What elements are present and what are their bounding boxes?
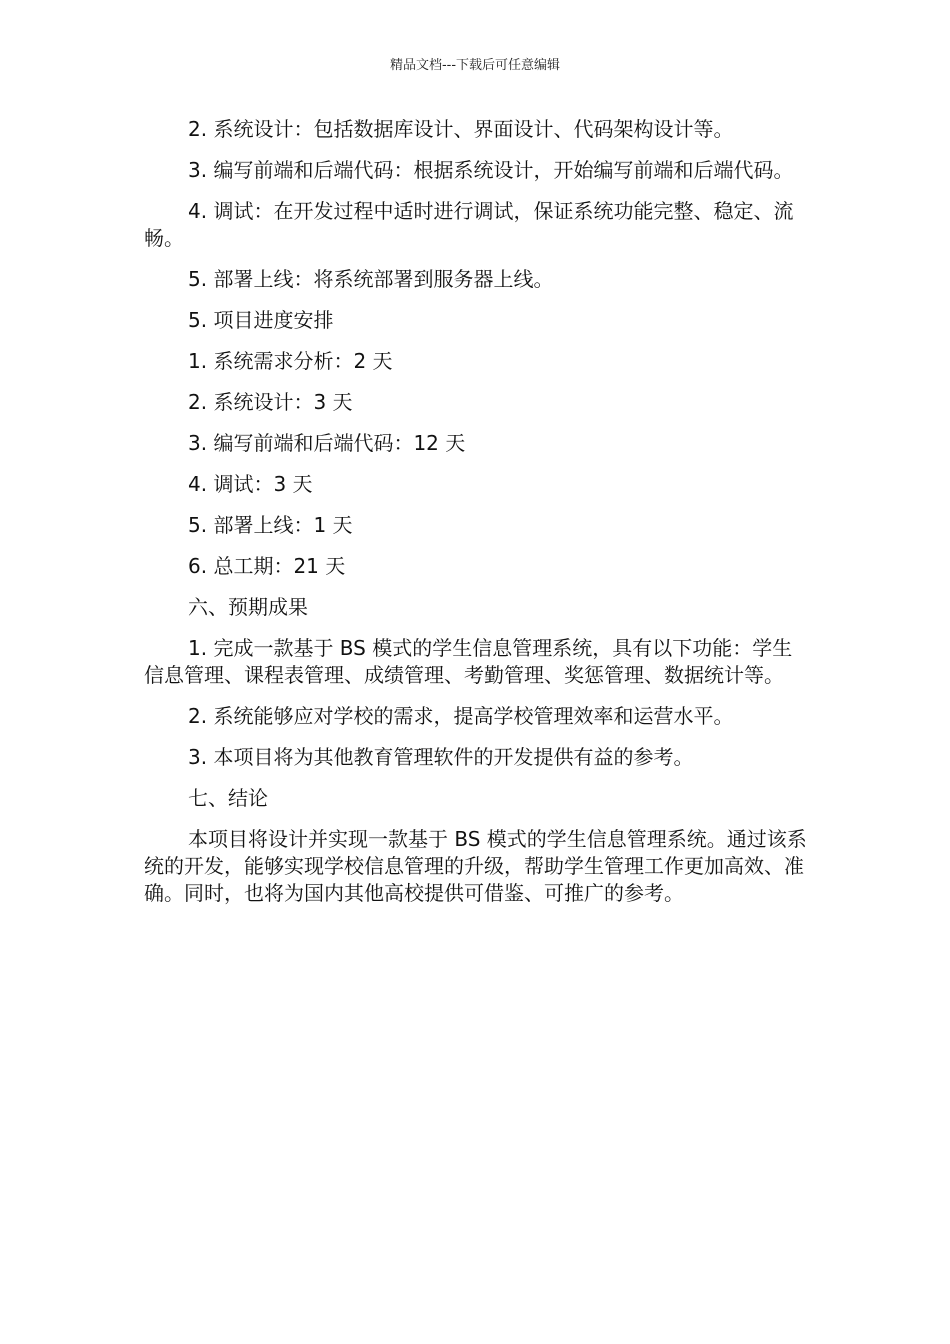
schedule-total: 6. 总工期：21 天 [188, 554, 346, 578]
paragraph: 5. 部署上线：将系统部署到服务器上线。 [188, 267, 554, 291]
paragraph: 1. 完成一款基于 BS 模式的学生信息管理系统，具有以下功能：学生信息管理、课程表管理、成绩管理、考勤管理、奖惩管理、数据统计等。 [144, 636, 793, 687]
section-heading: 六、预期成果 [188, 595, 308, 619]
document-body [144, 116, 812, 921]
section-heading: 七、结论 [188, 786, 268, 810]
schedule-item: 1. 系统需求分析：2 天 [188, 349, 393, 373]
schedule-item: 5. 部署上线：1 天 [188, 513, 353, 537]
schedule-item: 4. 调试：3 天 [188, 472, 313, 496]
schedule-item: 3. 编写前端和后端代码：12 天 [188, 431, 466, 455]
paragraph: 3. 编写前端和后端代码：根据系统设计，开始编写前端和后端代码。 [188, 158, 794, 182]
paragraph: 2. 系统能够应对学校的需求，提高学校管理效率和运营水平。 [188, 704, 734, 728]
conclusion-paragraph: 本项目将设计并实现一款基于 BS 模式的学生信息管理系统。通过该系统的开发，能够实现学校信息管理的升级，帮助学生管理工作更加高效、准确。同时，也将为国内其他高校提供可借鉴、可推广的参考。 [144, 827, 807, 905]
paragraph: 3. 本项目将为其他教育管理软件的开发提供有益的参考。 [188, 745, 694, 769]
page-header: 精品文档---下载后可任意编辑 [389, 58, 561, 73]
paragraph: 4. 调试：在开发过程中适时进行调试，保证系统功能完整、稳定、流畅。 [144, 199, 794, 250]
paragraph: 2. 系统设计：包括数据库设计、界面设计、代码架构设计等。 [188, 117, 734, 141]
schedule-item: 2. 系统设计：3 天 [188, 390, 353, 414]
section-heading: 5. 项目进度安排 [188, 308, 334, 332]
